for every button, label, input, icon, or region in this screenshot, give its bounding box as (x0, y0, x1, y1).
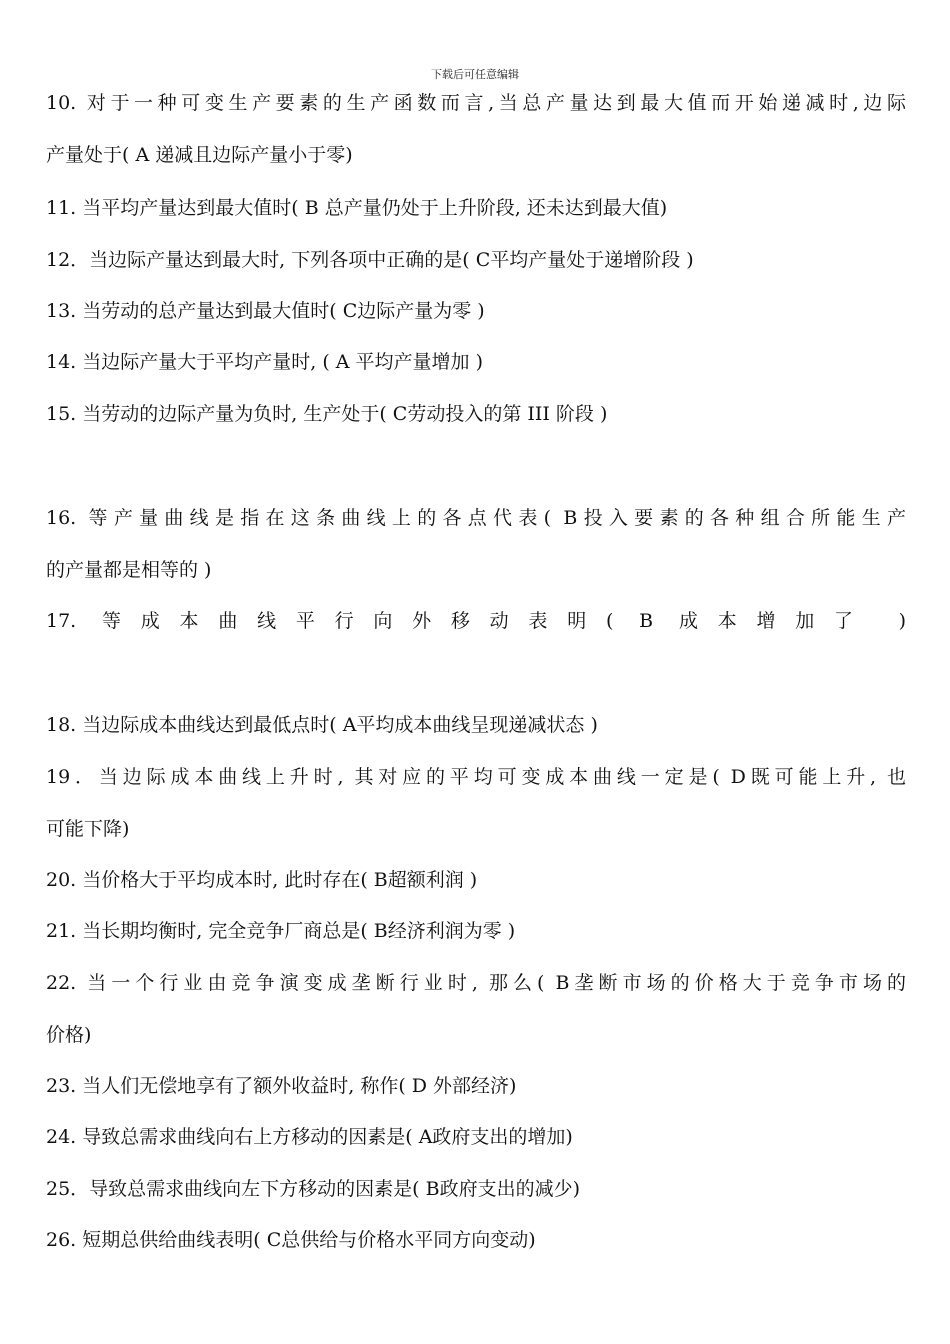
text-line: 11. 当平均产量达到最大值时( B 总产量仍处于上升阶段, 还未达到最大值) (46, 197, 668, 219)
text-line: 13. 当劳动的总产量达到最大值时( C边际产量为零 ) (46, 300, 485, 322)
text-line: 16. 等产量曲线是指在这条曲线上的各点代表( B投入要素的各种组合所能生产 (46, 507, 906, 529)
text-line: 20. 当价格大于平均成本时, 此时存在( B超额利润 ) (46, 869, 478, 891)
page-header: 下载后可任意编辑 (431, 68, 519, 81)
text-line: 产量处于( A 递减且边际产量小于零) (46, 144, 353, 166)
text-line: 的产量都是相等的 ) (46, 559, 212, 581)
text-line: 26. 短期总供给曲线表明( C总供给与价格水平同方向变动) (46, 1229, 536, 1251)
text-line: 19．当边际成本曲线上升时, 其对应的平均可变成本曲线一定是( D既可能上升, 也 (46, 766, 906, 788)
text-line: 24. 导致总需求曲线向右上方移动的因素是( A政府支出的增加) (46, 1126, 573, 1148)
text-line: 17. 等成本曲线平行向外移动表明( B 成本增加了 ) (46, 610, 906, 632)
text-line: 14. 当边际产量大于平均产量时, ( A 平均产量增加 ) (46, 351, 484, 373)
text-line: 18. 当边际成本曲线达到最低点时( A平均成本曲线呈现递减状态 ) (46, 714, 598, 736)
text-line: 10. 对于一种可变生产要素的生产函数而言,当总产量达到最大值而开始递减时,边际 (46, 92, 906, 114)
text-line: 21. 当长期均衡时, 完全竞争厂商总是( B经济利润为零 ) (46, 920, 516, 942)
text-line: 12．当边际产量达到最大时, 下列各项中正确的是( C平均产量处于递增阶段 ) (46, 249, 694, 271)
text-line: 25．导致总需求曲线向左下方移动的因素是( B政府支出的减少) (46, 1178, 581, 1200)
text-line: 价格) (46, 1024, 92, 1046)
text-line: 22. 当一个行业由竞争演变成垄断行业时, 那么( B垄断市场的价格大于竞争市场的 (46, 972, 906, 994)
text-line: 15. 当劳动的边际产量为负时, 生产处于( C劳动投入的第 III 阶段 ) (46, 403, 608, 425)
text-line: 可能下降) (46, 818, 130, 840)
text-line: 23. 当人们无偿地享有了额外收益时, 称作( D 外部经济) (46, 1075, 517, 1097)
